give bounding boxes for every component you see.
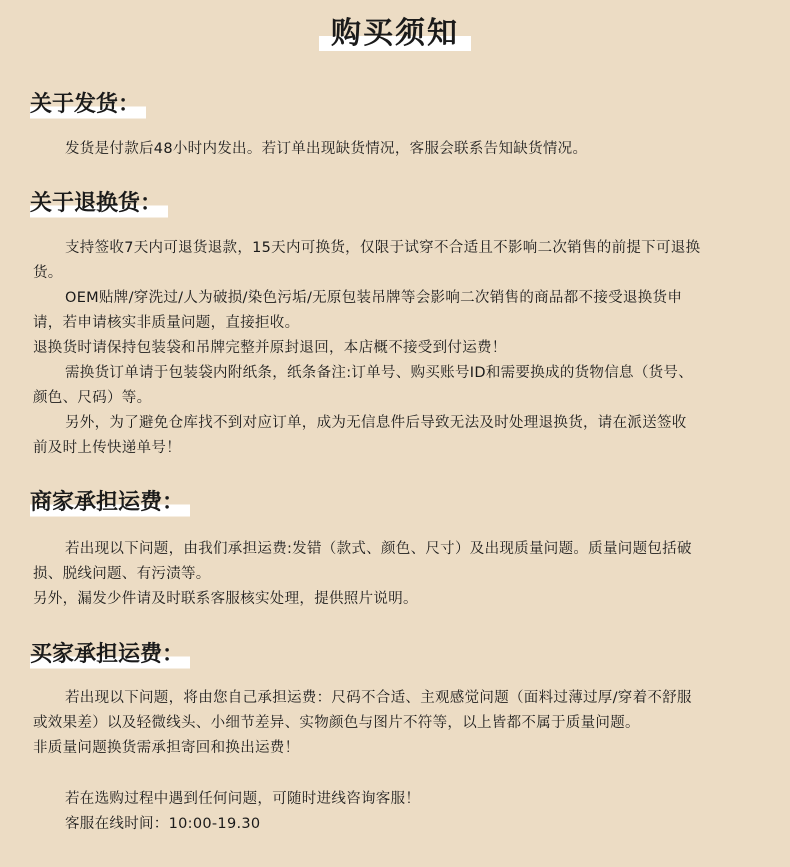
returns-heading: 关于退换货：: [30, 189, 168, 219]
merchant-line: 若出现以下问题，由我们承担运费:发错（款式、颜色、尺寸）及出现质量问题。质量问题包括破: [65, 541, 692, 557]
returns-line: 前及时上传快递单号！: [33, 440, 181, 456]
footer-text: [33, 787, 773, 837]
returns-line: 支持签收7天内可退货退款，15天内可换货，仅限于试穿不合适且不影响二次销售的前提下可退换: [65, 240, 701, 256]
returns-text: [33, 236, 773, 461]
buyer-text: [33, 686, 773, 761]
merchant-line: 另外，漏发少件请及时联系客服核实处理，提供照片说明。: [33, 591, 418, 607]
merchant-line: 损、脱线问题、有污渍等。: [33, 566, 211, 582]
returns-line: OEM贴牌/穿洗过/人为破损/染色污垢/无原包装吊牌等会影响二次销售的商品都不接受退换货申: [65, 290, 683, 306]
returns-line: 颜色、尺码）等。: [33, 390, 152, 406]
returns-line: 另外，为了避免仓库找不到对应订单，成为无信息件后导致无法及时处理退换货，请在派送签收: [65, 415, 687, 431]
page-title: 购买须知: [319, 14, 471, 54]
footer-line: 若在选购过程中遇到任何问题，可随时进线咨询客服！: [65, 791, 421, 807]
buyer-heading: 买家承担运费：: [30, 640, 190, 670]
title-wrap: [0, 14, 790, 54]
buyer-line: 非质量问题换货需承担寄回和换出运费！: [33, 740, 300, 756]
shipping-line: 发货是付款后48小时内发出。若订单出现缺货情况，客服会联系告知缺货情况。: [65, 141, 588, 157]
returns-line: 货。: [33, 265, 63, 281]
shipping-text: [33, 137, 773, 162]
returns-line: 请，若申请核实非质量问题，直接拒收。: [33, 315, 300, 331]
footer-line: 客服在线时间：10:00-19.30: [65, 816, 261, 832]
buyer-line: 若出现以下问题，将由您自己承担运费：尺码不合适、主观感觉问题（面料过薄过厚/穿着不舒服: [65, 690, 692, 706]
returns-line: 退换货时请保持包装袋和吊牌完整并原封退回，本店概不接受到付运费！: [33, 340, 507, 356]
merchant-heading: 商家承担运费：: [30, 488, 190, 518]
merchant-text: [33, 537, 773, 612]
shipping-heading: 关于发货：: [30, 90, 146, 120]
returns-line: 需换货订单请于包装袋内附纸条，纸条备注:订单号、购买账号ID和需要换成的货物信息（货号、: [65, 365, 694, 381]
buyer-line: 或效果差）以及轻微线头、小细节差异、实物颜色与图片不符等，以上皆都不属于质量问题。: [33, 715, 640, 731]
